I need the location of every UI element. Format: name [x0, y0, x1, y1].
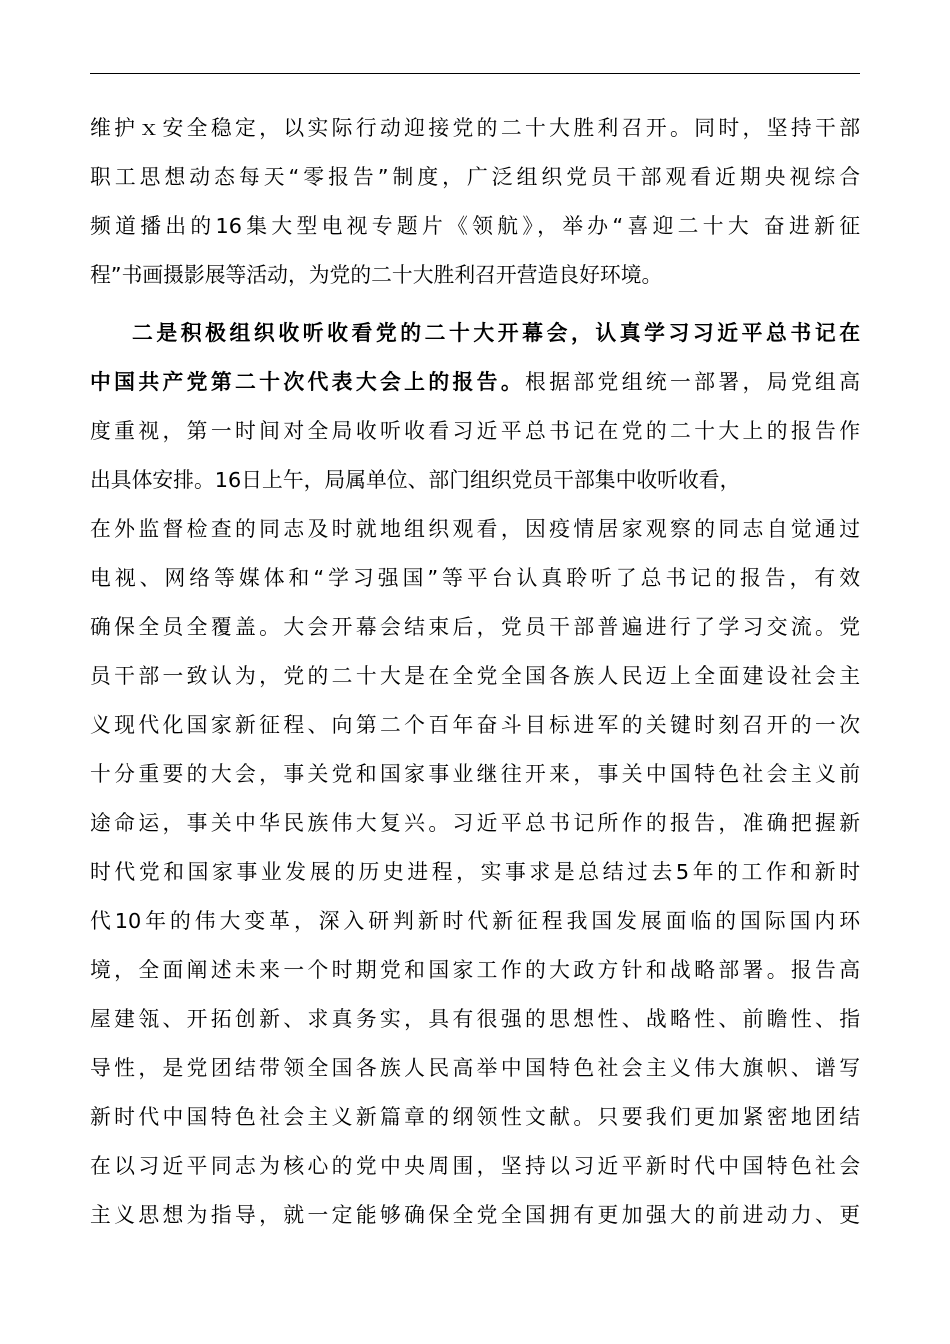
text-span: 根据部党组统一部署，局党组高: [525, 370, 860, 394]
text-line: 主义思想为指导，就一定能够确保全党全国拥有更加强大的前进动力、更: [90, 1203, 860, 1227]
text-line: 新时代中国特色社会主义新篇章的纲领性文献。只要我们更加紧密地团结: [90, 1105, 860, 1129]
text-line: 在以习近平同志为核心的党中央周围，坚持以习近平新时代中国特色社会: [90, 1154, 860, 1178]
text-line: 维护ｘ安全稳定，以实际行动迎接党的二十大胜利召开。同时，坚持干部: [90, 116, 860, 140]
text-line: 途命运，事关中华民族伟大复兴。习近平总书记所作的报告，准确把握新: [90, 811, 860, 835]
header-rule: [90, 73, 860, 74]
text-line: 度重视，第一时间对全局收听收看习近平总书记在党的二十大上的报告作: [90, 419, 860, 443]
text-line: 导性，是党团结带领全国各族人民高举中国特色社会主义伟大旗帜、谱写: [90, 1056, 860, 1080]
text-line: [90, 358, 860, 407]
text-line: 在外监督检查的同志及时就地组织观看，因疫情居家观察的同志自觉通过: [90, 517, 860, 541]
text-line: 屋建瓴、开拓创新、求真务实，具有很强的思想性、战略性、前瞻性、指: [90, 1007, 860, 1031]
text-line: 境，全面阐述未来一个时期党和国家工作的大政方针和战略部署。报告高: [90, 958, 860, 982]
text-line: 代10年的伟大变革，深入研判新时代新征程我国发展面临的国际国内环: [90, 909, 860, 933]
document-body: [90, 104, 860, 1240]
text-line: 频道播出的16集大型电视专题片《领航》，举办“喜迎二十大 奋进新征: [90, 214, 860, 238]
text-line: 出具体安排。16日上午，局属单位、部门组织党员干部集中收听收看，: [90, 468, 741, 492]
text-line: 员干部一致认为，党的二十大是在全党全国各族人民迈上全面建设社会主: [90, 664, 860, 688]
text-line: 职工思想动态每天“零报告”制度，广泛组织党员干部观看近期央视综合: [90, 165, 860, 189]
text-line: 时代党和国家事业发展的历史进程，实事求是总结过去5年的工作和新时: [90, 860, 860, 884]
text-line: 程”书画摄影展等活动，为党的二十大胜利召开营造良好环境。: [90, 263, 663, 287]
text-line: 确保全员全覆盖。大会开幕会结束后，党员干部普遍进行了学习交流。党: [90, 615, 860, 639]
text-line: 电视、网络等媒体和“学习强国”等平台认真聆听了总书记的报告，有效: [90, 566, 860, 590]
paragraph-heading: 二是积极组织收听收看党的二十大开幕会，认真学习习近平总书记在: [132, 321, 860, 345]
text-line: 义现代化国家新征程、向第二个百年奋斗目标进军的关键时刻召开的一次: [90, 713, 860, 737]
text-line: 十分重要的大会，事关党和国家事业继往开来，事关中国特色社会主义前: [90, 762, 860, 786]
paragraph-heading-end: 中国共产党第二十次代表大会上的报告。: [90, 370, 526, 394]
paragraph-2: [90, 309, 860, 1240]
paragraph-1: [90, 104, 860, 300]
